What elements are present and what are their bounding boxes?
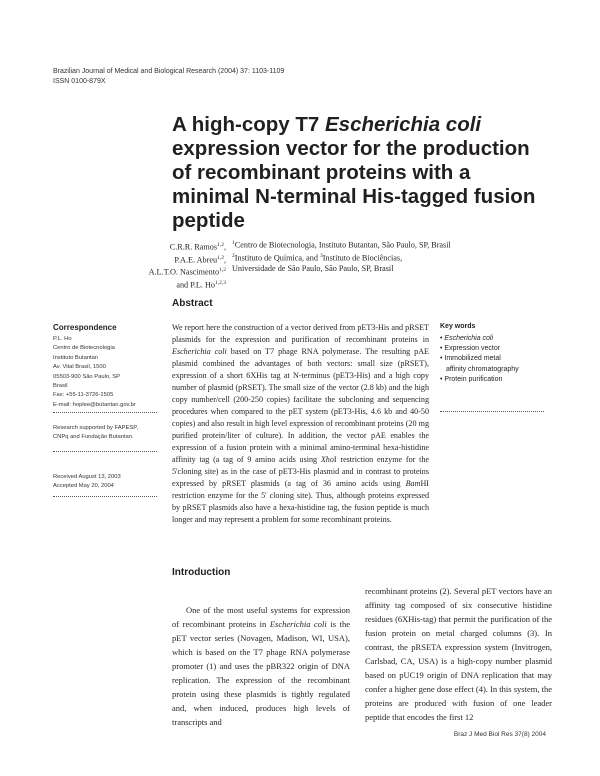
correspondence-address: P.L. Ho Centro de Biotecnologia Instituto Butantan Av. Vital Brasil, 1500 05503-900 São Paulo, SP Brasil Fax: +55-11-3726-1505 E-mail: hoplee@butantan.gov.br [53, 335, 163, 410]
affiliations [232, 238, 562, 274]
received-dates: Received August 13, 2003 Accepted May 20, 2004 [53, 474, 121, 490]
affiliation: $^2$Instituto de Química, and $^3$Instituto de Biociências, [232, 252, 403, 263]
divider [53, 451, 157, 452]
divider [53, 412, 157, 413]
keyword-item: • Protein purification [440, 375, 503, 383]
author: A.L.T.O. Nascimento$^{1,2}$ [148, 267, 226, 278]
journal-header [53, 67, 284, 87]
author-list [120, 240, 226, 291]
introduction-heading: Introduction [172, 567, 231, 578]
abstract-heading: Abstract [172, 298, 213, 309]
page-footer-citation: Braz J Med Biol Res 37(8) 2004 [453, 731, 546, 738]
affiliation: Universidade de São Paulo, São Paulo, SP, Brasil [232, 264, 394, 274]
author: C.R.R. Ramos$^{1,2}$, [169, 242, 226, 252]
keyword-item: • Immobilized metal [440, 355, 501, 363]
email-text: E-mail: hoplee@butantan.gov.br [53, 401, 136, 408]
author: P.A.E. Abreu$^{1,2}$, [174, 254, 226, 265]
correspondence-heading: Correspondence [53, 323, 117, 332]
issn: ISSN 0100-879X [53, 78, 106, 85]
keyword-item: • Expression vector [440, 345, 501, 353]
introduction-column-2: recombinant proteins (2). Several pET vectors have an affinity tag composed of six consecutive histidine residues (6XHis-tag) that permit the purification of the fusion protein on metal charged columns (3). In contrast, the pRSETA expression system (Invitrogen, Carlsbad, CA, USA) is a high-copy number plasmid based on pUC19 origin of DNA replication that may confer a higher gene dose effect (4). In this system, the proteins are produced with fusion of one leader peptide that encodes the first 12 [365, 586, 552, 722]
keyword-list [440, 334, 550, 385]
keyword-item-cont: affinity chromatography [446, 365, 519, 373]
abstract-body: We report here the construction of a vector derived from pET3-His and pRSET plasmids for the expression and purification of recombinant proteins in Escherichia coli based on T7 phage RNA polymerase. The resulting pAE plasmid combined the advantages of both vectors: small size (pRSET), expression of a short 6XHis tag at N-terminus (pET3-His) and a high copy number of plasmid (pRSET). The small size of the vector (2.8 kb) and the high copy number/cell (200-250 copies) facilitate the subcloning and sequencing procedures when compared to the pET system (pET3-His, 4.6 kb and 40-50 copies) and also result in high level expression of recombinant proteins (20 mg purified protein/liter of culture). In addition, the vector pAE enables the expression of a fusion protein with a minimal amino-terminal hexa-histidine affinity tag (a tag of 9 amino acids using XhoI restriction enzyme for the 5'cloning site) as in the case of pET3-His plasmid and in contrast to proteins expressed by pRSET plasmids (a tag of 36 amino acids using BamHI restriction enzyme for the 5' cloning site). Thus, although proteins expressed by pRSET plasmids also have a hexa-histidine tag, the fusion peptide is much longer and may represent a problem for some recombinant proteins. [172, 323, 429, 524]
divider [440, 411, 544, 412]
affiliation: $^1$Centro de Biotecnologia, Instituto Butantan, São Paulo, SP, Brasil [232, 240, 451, 250]
keywords-heading: Key words [440, 323, 476, 330]
keyword-item: • Escherichia coli [440, 335, 494, 342]
article-title: A high-copy T7 Escherichia coli expression vector for the production of recombinant proteins with a minimal N-terminal His-tagged fusion peptide [172, 113, 536, 232]
funding-note: Research supported by FAPESP, CNPq and Fundação Butantan. [53, 425, 138, 441]
introduction-column-1: One of the most useful systems for expression of recombinant proteins in Escherichia coli is the pET vector series (Novagen, Madison, WI, USA), which is based on the T7 phage RNA polymerase promoter (1) and uses the pBR322 origin of DNA replication. The expression of the recombinant protein using these plasmids is tightly regulated and, when induced, produces high levels of transcripts and [172, 605, 350, 727]
divider [53, 496, 157, 497]
journal-citation-line: Brazilian Journal of Medical and Biological Research (2004) 37: 1103-1109 [53, 68, 285, 75]
author: and P.L. Ho$^{1,2,3}$ [176, 280, 226, 290]
